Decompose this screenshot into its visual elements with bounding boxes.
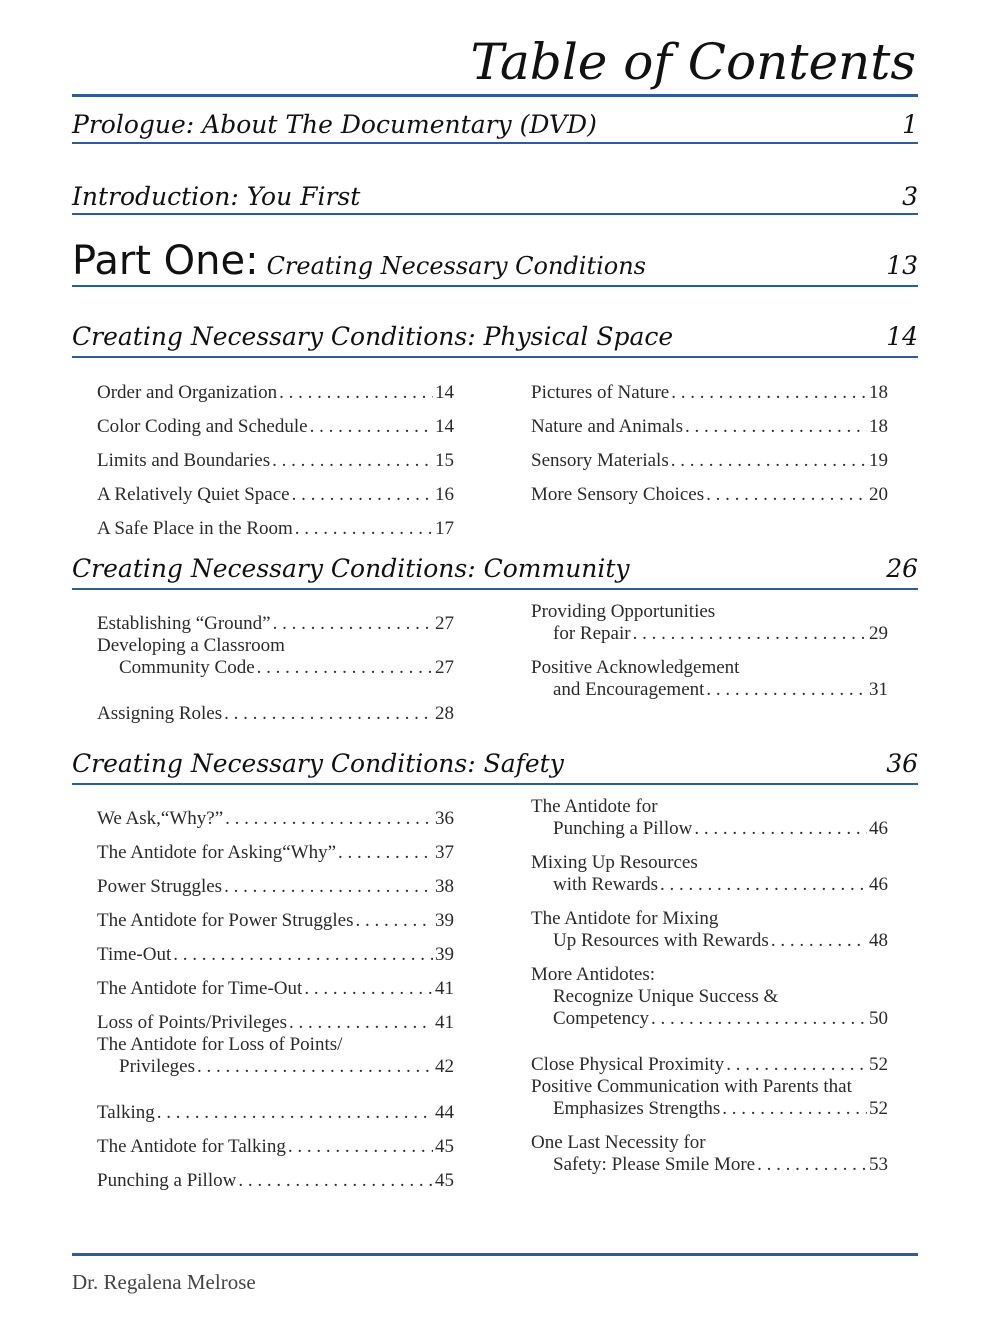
chapter-rule [72, 588, 918, 590]
toc-entry[interactable] [531, 438, 888, 472]
entry-page: 37 [435, 842, 454, 863]
entry-title: Limits and Boundaries [97, 450, 271, 471]
toc-entry[interactable] [531, 601, 888, 657]
entry-title: The Antidote for Talking [97, 1136, 286, 1157]
entry-title-line: Punching a Pillow [553, 818, 693, 839]
chapter-title: Introduction: You First [72, 182, 361, 211]
entry-title: Nature and Animals [531, 416, 683, 437]
entry-page: 18 [869, 382, 888, 403]
entry-page: 42 [435, 1056, 454, 1077]
entry-title-line: Developing a Classroom [97, 635, 285, 656]
entry-page: 14 [435, 382, 454, 403]
entry-title: Loss of Points/Privileges [97, 1012, 288, 1033]
entry-page: 28 [435, 703, 454, 724]
entry-page: 52 [869, 1098, 888, 1119]
entry-title-line: Safety: Please Smile More [553, 1154, 756, 1175]
toc-chapter-community[interactable] [72, 554, 918, 583]
chapter-rule [72, 213, 918, 215]
entry-title: Close Physical Proximity [531, 1054, 725, 1075]
entry-title: Establishing “Ground” [97, 613, 271, 634]
entry-title: We Ask,“Why?” [97, 808, 224, 829]
toc-entry[interactable] [531, 1076, 888, 1132]
toc-entry[interactable] [97, 1158, 454, 1192]
entry-page: 19 [869, 450, 888, 471]
entry-title-line: More Antidotes: [531, 964, 656, 985]
entry-title-line: Providing Opportunities [531, 601, 716, 622]
toc-entry[interactable] [97, 796, 454, 830]
toc-entry[interactable] [97, 472, 454, 506]
safety-right-column [531, 796, 888, 1188]
toc-entry[interactable] [97, 932, 454, 966]
entry-title: Talking [97, 1102, 155, 1123]
toc-chapter-prologue[interactable] [72, 110, 918, 139]
toc-entry[interactable] [531, 796, 888, 852]
toc-entry[interactable] [97, 1090, 454, 1124]
entry-page: 20 [869, 484, 888, 505]
title-rule [72, 94, 918, 97]
entry-title: The Antidote for Time-Out [97, 978, 303, 999]
entry-title-line: Up Resources with Rewards [553, 930, 769, 951]
toc-entry[interactable] [97, 691, 454, 725]
toc-entry[interactable] [97, 635, 454, 691]
safety-left-column [97, 796, 454, 1192]
entry-title-line: Mixing Up Resources [531, 852, 698, 873]
entry-page: 27 [435, 657, 454, 678]
entry-page: 15 [435, 450, 454, 471]
entry-title: Assigning Roles [97, 703, 223, 724]
entry-title: Order and Organization [97, 382, 278, 403]
entry-page: 53 [869, 1154, 888, 1175]
entry-page: 50 [869, 1008, 888, 1029]
toc-entry[interactable] [531, 472, 888, 506]
entry-page: 52 [869, 1054, 888, 1075]
chapter-rule [72, 356, 918, 358]
toc-entry[interactable] [97, 438, 454, 472]
entry-title-line: for Repair [553, 623, 631, 644]
chapter-page: 13 [886, 251, 918, 280]
toc-entry[interactable] [531, 1132, 888, 1188]
entry-title: The Antidote for Power Struggles [97, 910, 354, 931]
entry-page: 14 [435, 416, 454, 437]
entry-title-line: Community Code [119, 657, 255, 678]
community-right-column [531, 601, 888, 713]
entry-page: 46 [869, 818, 888, 839]
toc-entry[interactable] [97, 966, 454, 1000]
toc-entry[interactable] [531, 908, 888, 964]
entry-page: 29 [869, 623, 888, 644]
entry-title: Time-Out [97, 944, 172, 965]
toc-entry[interactable] [97, 830, 454, 864]
entry-page: 48 [869, 930, 888, 951]
toc-entry[interactable] [531, 852, 888, 908]
toc-entry[interactable] [97, 370, 454, 404]
toc-entry[interactable] [97, 898, 454, 932]
entry-page: 41 [435, 1012, 454, 1033]
part-label: Part One: [72, 238, 259, 284]
entry-page: 39 [435, 944, 454, 965]
community-left-column [97, 601, 454, 725]
chapter-rule [72, 783, 918, 785]
chapter-title: Creating Necessary Conditions: Safety [72, 749, 564, 778]
entry-title: Color Coding and Schedule [97, 416, 308, 437]
chapter-page: 26 [886, 554, 918, 583]
entry-title: Power Struggles [97, 876, 223, 897]
chapter-title: Creating Necessary Conditions: Community [72, 554, 630, 583]
entry-title-line: Positive Communication with Parents that [531, 1076, 852, 1097]
entry-title-line: The Antidote for [531, 796, 658, 817]
entry-title: Sensory Materials [531, 450, 669, 471]
toc-entry[interactable] [531, 657, 888, 713]
entry-page: 45 [435, 1170, 454, 1191]
entry-title-line: The Antidote for Mixing [531, 908, 719, 929]
chapter-title: Prologue: About The Documentary (DVD) [72, 110, 597, 139]
entry-page: 16 [435, 484, 454, 505]
physical-right-column [531, 370, 888, 506]
toc-part-one[interactable] [72, 238, 918, 284]
entry-title-line: Positive Acknowledgement [531, 657, 740, 678]
chapter-rule [72, 142, 918, 144]
toc-entry[interactable] [97, 1034, 454, 1090]
entry-page: 41 [435, 978, 454, 999]
chapter-page: 1 [902, 110, 918, 139]
entry-page: 45 [435, 1136, 454, 1157]
footer-author: Dr. Regalena Melrose [72, 1270, 256, 1294]
footer-rule [72, 1253, 918, 1256]
toc-chapter-physical-space[interactable] [72, 322, 918, 351]
toc-entry[interactable] [531, 370, 888, 404]
toc-entry[interactable] [97, 601, 454, 635]
entry-title-line: and Encouragement [553, 679, 705, 700]
entry-title: Punching a Pillow [97, 1170, 237, 1191]
page-title: Table of Contents [470, 33, 916, 91]
entry-title-line: Privileges [119, 1056, 195, 1077]
toc-entry[interactable] [531, 404, 888, 438]
entry-title-line: Emphasizes Strengths [553, 1098, 721, 1119]
chapter-page: 3 [902, 182, 918, 211]
entry-title-line: Competency [553, 1008, 650, 1029]
entry-page: 27 [435, 613, 454, 634]
chapter-rule [72, 285, 918, 287]
entry-page: 38 [435, 876, 454, 897]
entry-page: 17 [435, 518, 454, 539]
entry-page: 46 [869, 874, 888, 895]
entry-page: 18 [869, 416, 888, 437]
part-title [72, 238, 646, 284]
chapter-page: 36 [886, 749, 918, 778]
toc-entry[interactable] [97, 506, 454, 540]
entry-page: 31 [869, 679, 888, 700]
toc-entry[interactable] [97, 404, 454, 438]
toc-entry[interactable] [97, 1124, 454, 1158]
chapter-title: Creating Necessary Conditions: Physical Space [72, 322, 674, 351]
entry-title: A Relatively Quiet Space [97, 484, 290, 505]
entry-title-line: with Rewards [553, 874, 659, 895]
entry-title: The Antidote for Asking“Why” [97, 842, 337, 863]
entry-page: 39 [435, 910, 454, 931]
part-subtitle: Creating Necessary Conditions [266, 252, 646, 280]
toc-entry[interactable] [531, 964, 888, 1042]
entry-title: A Safe Place in the Room [97, 518, 293, 539]
toc-entry[interactable] [97, 864, 454, 898]
physical-left-column [97, 370, 454, 540]
entry-title-line: Recognize Unique Success & [553, 986, 779, 1007]
toc-entry[interactable] [97, 1000, 454, 1034]
entry-page: 44 [435, 1102, 454, 1123]
toc-entry[interactable] [531, 1042, 888, 1076]
chapter-page: 14 [886, 322, 918, 351]
entry-title-line: The Antidote for Loss of Points/ [97, 1034, 343, 1055]
entry-page: 36 [435, 808, 454, 829]
entry-title: Pictures of Nature [531, 382, 670, 403]
toc-chapter-introduction[interactable] [72, 182, 918, 211]
entry-title-line: One Last Necessity for [531, 1132, 706, 1153]
entry-title: More Sensory Choices [531, 484, 705, 505]
toc-chapter-safety[interactable] [72, 749, 918, 778]
